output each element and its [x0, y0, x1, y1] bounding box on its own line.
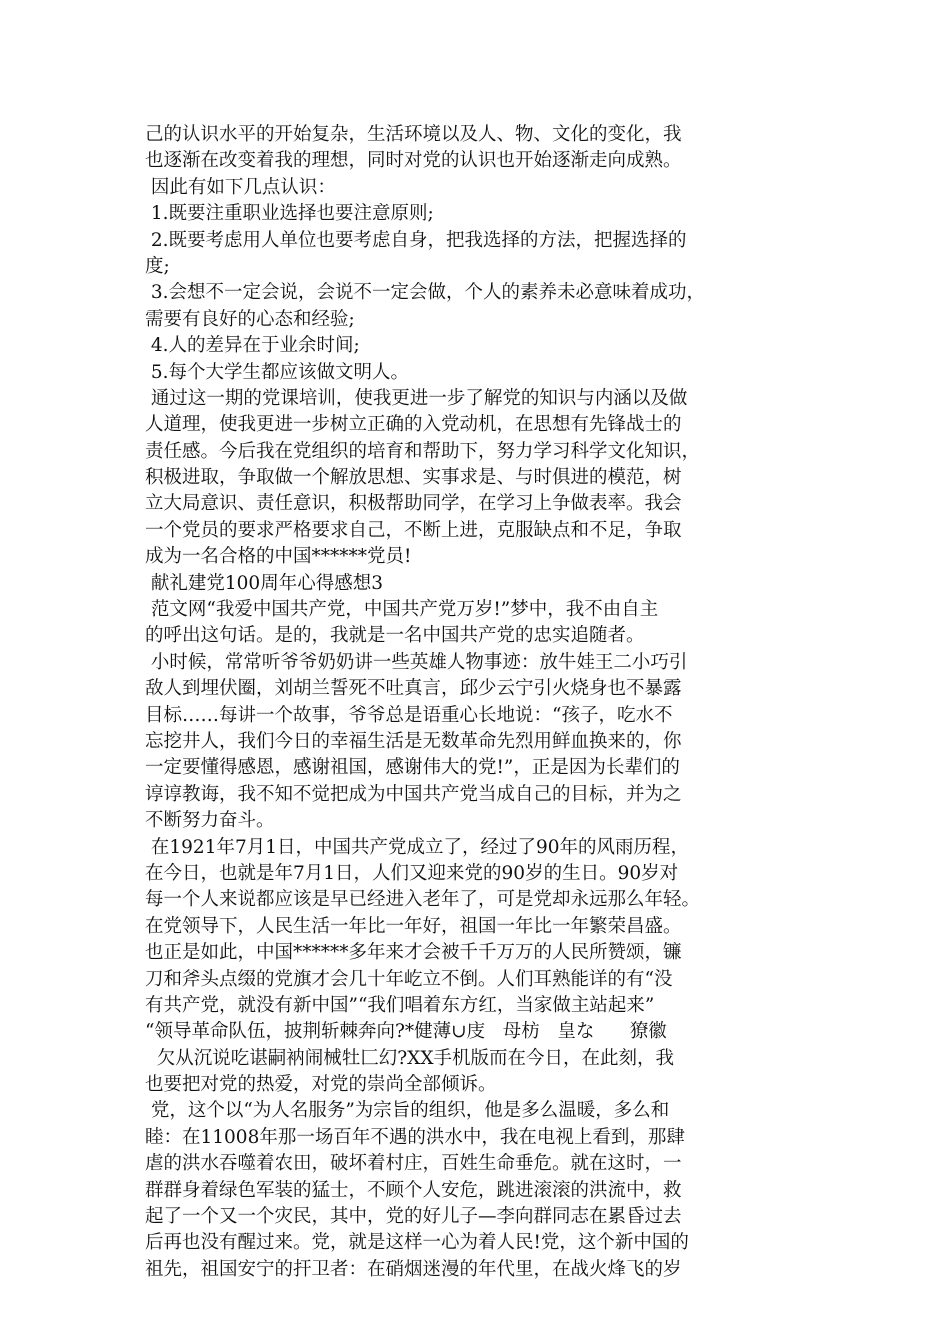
list-item: 1.既要注重职业选择也要注意原则;	[145, 203, 434, 225]
text-line: “领导革命队伍，披荆斩棘奔向?*健薄∪庋 母枋 皇な 獠徽	[145, 1021, 667, 1043]
text-line: 每一个人来说都应该是早已经进入老年了，可是党却永远那么年轻。	[145, 889, 701, 911]
text-line: 因此有如下几点认识：	[145, 176, 336, 198]
text-line: 有共产党，就没有新中国”“我们唱着东方红，当家做主站起来”	[145, 994, 655, 1016]
text-line: 也逐渐在改变着我的理想，同时对党的认识也开始逐渐走向成熟。	[145, 150, 682, 172]
text-line: 成为一名合格的中国******党员!	[145, 546, 412, 568]
list-item: 4.人的差异在于业余时间;	[145, 335, 360, 357]
text-line: 通过这一期的党课培训，使我更进一步了解党的知识与内涵以及做	[145, 387, 688, 409]
text-line: 立大局意识、责任意识，积极帮助同学，在学习上争做表率。我会	[145, 493, 682, 515]
text-line: 己的认识水平的开始复杂，生活环境以及人、物、文化的变化，我	[145, 124, 682, 145]
text-line: 人道理，使我更进一步树立正确的入党动机，在思想有先锋战士的	[145, 414, 682, 436]
text-line: 一定要懂得感恩，感谢祖国，感谢伟大的党!”，正是因为长辈们的	[145, 757, 680, 779]
text-line: 敌人到埋伏圈，刘胡兰誓死不吐真言，邱少云宁引火烧身也不暴露	[145, 678, 682, 700]
text-line: 在1921年7月1日，中国共产党成立了，经过了90年的风雨历程，	[145, 836, 690, 858]
text-line: 一个党员的要求严格要求自己，不断上进，克服缺点和不足，争取	[145, 519, 682, 541]
text-line: 谆谆教诲，我不知不觉把成为中国共产党当成自己的目标，并为之	[145, 783, 682, 805]
text-line: 在今日，也就是年7月1日，人们又迎来党的90岁的生日。90岁对	[145, 862, 679, 884]
text-line: 后再也没有醒过来。党，就是这样一心为着人民!党，这个新中国的	[145, 1232, 689, 1254]
text-line: 度;	[145, 255, 170, 277]
text-line: 范文网“我爱中国共产党，中国共产党万岁!”梦中，我不由自主	[145, 599, 659, 621]
text-line: 虐的洪水吞噬着农田，破坏着村庄，百姓生命垂危。就在这时，一	[145, 1153, 682, 1175]
text-line: 需要有良好的心态和经验;	[145, 308, 355, 330]
list-item: 2.既要考虑用人单位也要考虑自身，把我选择的方法，把握选择的	[145, 229, 687, 251]
text-line: 祖先，祖国安宁的扞卫者：在硝烟迷漫的年代里，在战火烽飞的岁	[145, 1258, 682, 1280]
text-line: 目标……每讲一个故事，爷爷总是语重心长地说：“孩子，吃水不	[145, 704, 673, 726]
text-line: 也要把对党的热爱，对党的崇尚全部倾诉。	[145, 1074, 497, 1096]
text-line: 刀和斧头点缀的党旗才会几十年屹立不倒。人们耳熟能详的有“没	[145, 968, 673, 990]
list-item: 5.每个大学生都应该做文明人。	[145, 361, 410, 383]
text-line: 欠从沉说吃谌嗣衲闹械牡匚幻?XX手机版而在今日，在此刻，我	[145, 1047, 675, 1069]
text-line: 也正是如此，中国******多年来才会被千千万万的人民所赞颂，镰	[145, 942, 682, 964]
text-line: 睦：在11008年那一场百年不遇的洪水中，我在电视上看到，那肆	[145, 1126, 685, 1148]
section-heading: 献礼建党100周年心得感想3	[145, 572, 383, 594]
text-line: 在党领导下，人民生活一年比一年好，祖国一年比一年繁荣昌盛。	[145, 915, 682, 937]
text-line: 党，这个以“为人名服务”为宗旨的组织，他是多么温暖，多么和	[145, 1100, 670, 1122]
text-line: 的呼出这句话。是的，我就是一名中国共产党的忠实追随者。	[145, 625, 645, 647]
text-line: 忘挖井人，我们今日的幸福生活是无数革命先烈用鲜血换来的，你	[145, 730, 682, 752]
text-line: 积极进取，争取做一个解放思想、实事求是、与时俱进的模范，树	[145, 467, 682, 489]
text-line: 起了一个又一个灾民，其中，党的好儿子—李向群同志在累昏过去	[145, 1206, 682, 1228]
text-line: 群群身着绿色军装的猛士，不顾个人安危，跳进滚滚的洪流中，救	[145, 1179, 682, 1201]
document-page	[145, 122, 810, 1283]
list-item: 3.会想不一定会说，会说不一定会做，个人的素养未必意味着成功，	[145, 282, 706, 304]
text-line: 小时候，常常听爷爷奶奶讲一些英雄人物事迹：放牛娃王二小巧引	[145, 651, 688, 673]
text-line: 不断努力奋斗。	[145, 810, 275, 832]
text-line: 责任感。今后我在党组织的培育和帮助下，努力学习科学文化知识，	[145, 440, 701, 462]
